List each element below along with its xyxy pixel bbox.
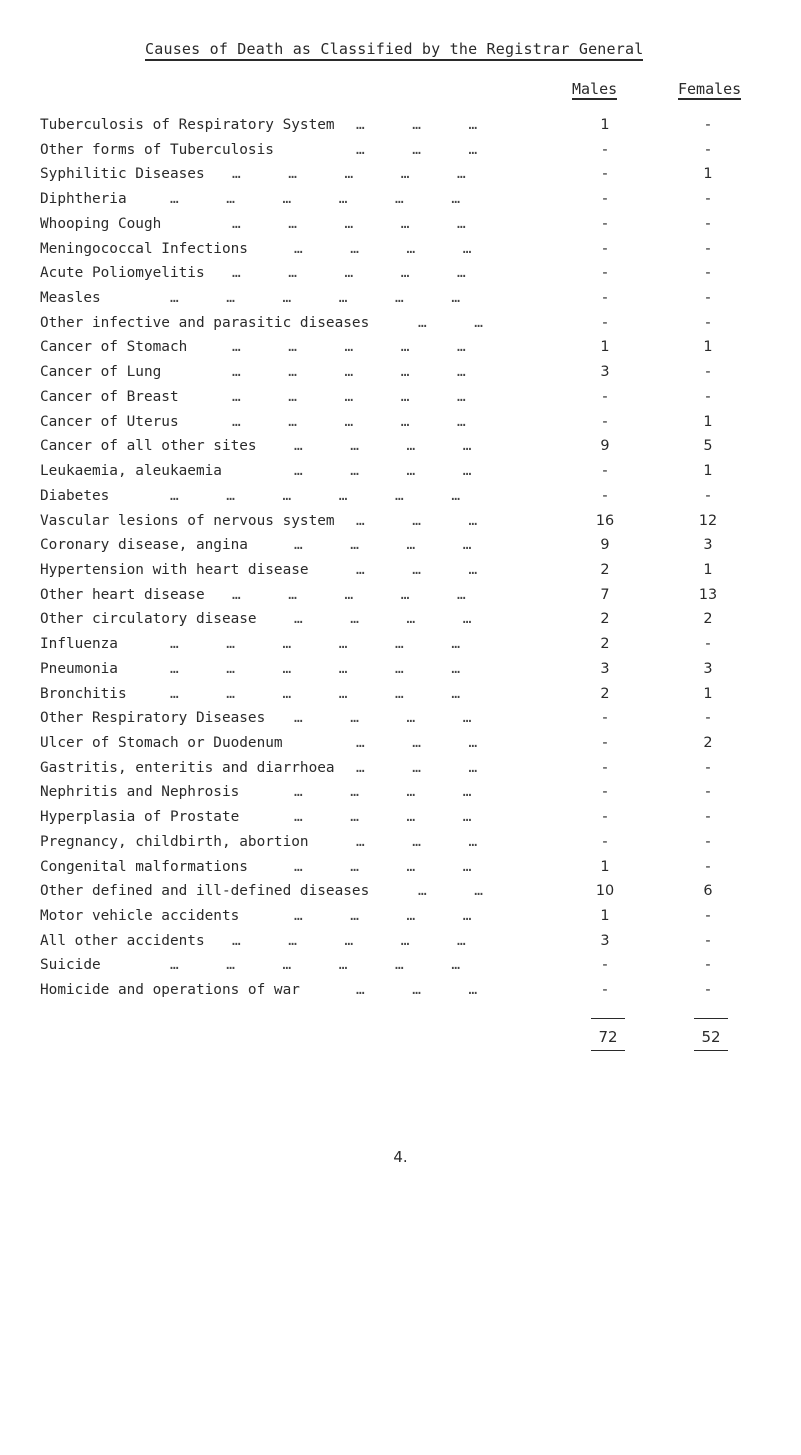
cause-label: All other accidents: [40, 932, 205, 949]
cause-label: Hypertension with heart disease: [40, 561, 309, 578]
table-row: [40, 607, 801, 632]
males-value: 10: [595, 883, 615, 900]
females-value: -: [705, 833, 711, 850]
table-row: [40, 879, 801, 904]
females-value: -: [705, 636, 711, 653]
males-value: -: [602, 240, 608, 257]
males-value: 3: [600, 660, 610, 677]
males-value: 3: [600, 364, 610, 381]
table-row: [40, 929, 801, 954]
males-value: -: [602, 710, 608, 727]
table-row: [40, 509, 801, 534]
males-value: 2: [600, 636, 610, 653]
table-row: [40, 756, 801, 781]
females-value: -: [705, 784, 711, 801]
leader-dots: ………………: [170, 487, 508, 504]
leader-dots: ………………: [170, 191, 508, 208]
males-value: -: [602, 463, 608, 480]
table-row: [40, 385, 801, 410]
table-row: [40, 113, 801, 138]
females-total-underline: [694, 1050, 728, 1051]
leader-dots: …………: [294, 784, 520, 801]
leader-dots: …………: [294, 240, 520, 257]
males-value: 1: [600, 117, 610, 133]
males-total-underline: [591, 1050, 625, 1051]
table-row: [40, 953, 801, 978]
cause-label: Ulcer of Stomach or Duodenum: [40, 734, 283, 751]
table-row: [40, 830, 801, 855]
cause-label: Other circulatory disease: [40, 611, 257, 628]
females-value: -: [705, 932, 711, 949]
cause-label: Measles: [40, 290, 101, 307]
leader-dots: …………: [294, 809, 520, 826]
females-value: 2: [703, 734, 713, 751]
males-value: -: [602, 487, 608, 504]
cause-label: Other Respiratory Diseases: [40, 710, 266, 727]
leader-dots: ………: [356, 759, 525, 776]
causes-table: [40, 113, 801, 1003]
cause-label: Other heart disease: [40, 586, 205, 603]
cause-label: Other infective and parasitic diseases: [40, 314, 370, 331]
cause-label: Pneumonia: [40, 660, 118, 677]
leader-dots: ……………: [232, 388, 514, 405]
cause-label: Other defined and ill-defined diseases: [40, 883, 370, 900]
cause-label: Whooping Cough: [40, 215, 162, 232]
table-row: [40, 682, 801, 707]
leader-dots: ………: [356, 833, 525, 850]
females-value: -: [705, 710, 711, 727]
leader-dots: ……………: [232, 586, 514, 603]
table-row: [40, 237, 801, 262]
column-header-females: Females: [678, 80, 742, 98]
leader-dots: ……………: [232, 413, 514, 430]
table-row: [40, 978, 801, 1003]
females-value: 1: [703, 685, 713, 702]
cause-label: Diabetes: [40, 487, 110, 504]
males-value: -: [602, 314, 608, 331]
females-value: 3: [703, 660, 713, 677]
cause-label: Nephritis and Nephrosis: [40, 784, 240, 801]
males-value: -: [602, 759, 608, 776]
females-value: 13: [698, 586, 718, 603]
females-value: -: [705, 759, 711, 776]
females-value: 1: [703, 561, 713, 578]
males-value: -: [602, 982, 608, 999]
leader-dots: ……………: [232, 215, 514, 232]
leader-dots: ……: [418, 314, 531, 331]
leader-dots: ……………: [232, 265, 514, 282]
females-value: -: [705, 982, 711, 999]
females-value: -: [705, 314, 711, 331]
cause-label: Motor vehicle accidents: [40, 908, 240, 924]
cause-label: Diphtheria: [40, 191, 127, 208]
cause-label: Meningococcal Infections: [40, 240, 248, 257]
table-row: [40, 731, 801, 756]
females-value: 1: [703, 413, 713, 430]
females-value: -: [705, 858, 711, 875]
table-row: [40, 805, 801, 830]
cause-label: Acute Poliomyelitis: [40, 265, 205, 282]
table-row: [40, 434, 801, 459]
females-value: -: [705, 290, 711, 307]
page-number: 4.: [393, 1148, 408, 1166]
column-header-males: Males: [572, 80, 618, 98]
table-row: [40, 261, 801, 286]
cause-label: Vascular lesions of nervous system: [40, 512, 335, 529]
leader-dots: ……………: [232, 339, 514, 356]
leader-dots: ……………: [232, 166, 514, 183]
table-row: [40, 533, 801, 558]
males-value: -: [602, 388, 608, 405]
leader-dots: …………: [294, 908, 520, 924]
females-value: -: [705, 141, 711, 158]
leader-dots: ………: [356, 734, 525, 751]
cause-label: Hyperplasia of Prostate: [40, 809, 240, 826]
females-value: -: [705, 265, 711, 282]
cause-label: Influenza: [40, 636, 118, 653]
cause-label: Leukaemia, aleukaemia: [40, 463, 222, 480]
females-value: -: [705, 908, 711, 924]
males-value: 2: [600, 561, 610, 578]
leader-dots: ……………: [232, 364, 514, 381]
leader-dots: ……………: [232, 932, 514, 949]
table-row: [40, 484, 801, 509]
table-row: [40, 335, 801, 360]
males-value: -: [602, 215, 608, 232]
males-value: -: [602, 957, 608, 974]
table-row: [40, 632, 801, 657]
leader-dots: …………: [294, 537, 520, 554]
cause-label: Congenital malformations: [40, 858, 248, 875]
table-row: [40, 459, 801, 484]
males-value: 2: [600, 685, 610, 702]
table-row: [40, 706, 801, 731]
table-row: [40, 187, 801, 212]
cause-label: Other forms of Tuberculosis: [40, 141, 274, 158]
males-value: -: [602, 809, 608, 826]
females-value: 3: [703, 537, 713, 554]
females-value: 1: [703, 166, 713, 183]
males-value: 1: [600, 339, 610, 356]
females-value: 5: [703, 438, 713, 455]
cause-label: Pregnancy, childbirth, abortion: [40, 833, 309, 850]
cause-label: Cancer of Lung: [40, 364, 162, 381]
leader-dots: …………: [294, 611, 520, 628]
males-value: -: [602, 141, 608, 158]
leader-dots: ………………: [170, 290, 508, 307]
males-value: 2: [600, 611, 610, 628]
females-value: 2: [703, 611, 713, 628]
cause-label: Cancer of Stomach: [40, 339, 188, 356]
table-row: [40, 657, 801, 682]
females-value: -: [705, 809, 711, 826]
females-value: -: [705, 117, 711, 133]
females-value: 12: [698, 512, 718, 529]
table-row: [40, 212, 801, 237]
table-row: [40, 558, 801, 583]
males-value: 1: [600, 908, 610, 924]
table-row: [40, 162, 801, 187]
leader-dots: ………: [356, 117, 525, 133]
leader-dots: …………: [294, 858, 520, 875]
leader-dots: ………: [356, 141, 525, 158]
males-value: 9: [600, 537, 610, 554]
page-title: Causes of Death as Classified by the Registrar General: [145, 40, 643, 61]
males-value: -: [602, 265, 608, 282]
cause-label: Cancer of Uterus: [40, 413, 179, 430]
males-total-rule: [591, 1018, 625, 1019]
males-value: 1: [600, 858, 610, 875]
leader-dots: ………………: [170, 957, 508, 974]
cause-label: Homicide and operations of war: [40, 982, 300, 999]
cause-label: Bronchitis: [40, 685, 127, 702]
leader-dots: …………: [294, 710, 520, 727]
table-row: [40, 360, 801, 385]
cause-label: Cancer of all other sites: [40, 438, 257, 455]
females-value: 6: [703, 883, 713, 900]
leader-dots: ………………: [170, 660, 508, 677]
females-value: -: [705, 388, 711, 405]
leader-dots: …………: [294, 438, 520, 455]
females-value: 1: [703, 339, 713, 356]
leader-dots: ………: [356, 561, 525, 578]
table-row: [40, 410, 801, 435]
females-value: -: [705, 215, 711, 232]
leader-dots: ………………: [170, 636, 508, 653]
leader-dots: ………: [356, 512, 525, 529]
cause-label: Gastritis, enteritis and diarrhoea: [40, 759, 335, 776]
leader-dots: …………: [294, 463, 520, 480]
males-value: -: [602, 413, 608, 430]
table-row: [40, 855, 801, 880]
males-value: -: [602, 734, 608, 751]
females-value: -: [705, 240, 711, 257]
males-value: -: [602, 833, 608, 850]
table-row: [40, 286, 801, 311]
males-value: -: [602, 191, 608, 208]
females-value: 1: [703, 463, 713, 480]
table-row: [40, 780, 801, 805]
females-value: -: [705, 191, 711, 208]
males-value: 9: [600, 438, 610, 455]
leader-dots: ………: [356, 982, 525, 999]
table-row: [40, 904, 801, 929]
males-value: 3: [600, 932, 610, 949]
females-value: -: [705, 957, 711, 974]
cause-label: Syphilitic Diseases: [40, 166, 205, 183]
cause-label: Suicide: [40, 957, 101, 974]
leader-dots: ………………: [170, 685, 508, 702]
females-value: -: [705, 364, 711, 381]
males-value: -: [602, 784, 608, 801]
cause-label: Tuberculosis of Respiratory System: [40, 117, 335, 133]
females-total: 52: [701, 1028, 721, 1046]
males-value: -: [602, 290, 608, 307]
males-value: -: [602, 166, 608, 183]
cause-label: Coronary disease, angina: [40, 537, 248, 554]
males-value: 16: [595, 512, 615, 529]
cause-label: Cancer of Breast: [40, 388, 179, 405]
table-row: [40, 138, 801, 163]
table-row: [40, 311, 801, 336]
males-value: 7: [600, 586, 610, 603]
males-total: 72: [598, 1028, 618, 1046]
females-total-rule: [694, 1018, 728, 1019]
females-value: -: [705, 487, 711, 504]
leader-dots: ……: [418, 883, 531, 900]
table-row: [40, 583, 801, 608]
